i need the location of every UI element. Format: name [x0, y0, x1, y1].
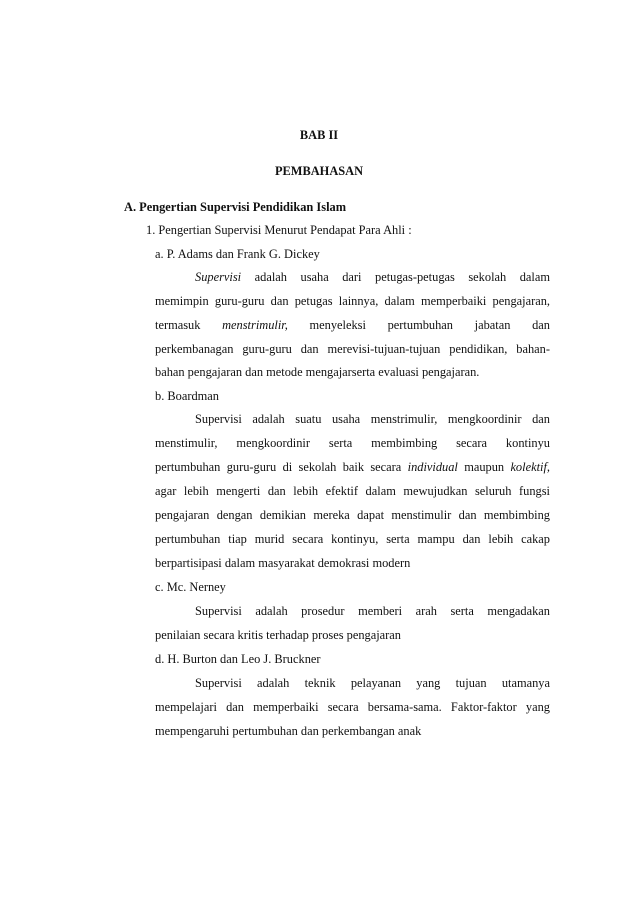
- paragraph-line: Supervisi adalah teknik pelayanan yang tujuan utamanya: [195, 676, 550, 690]
- item-c-heading: c. Mc. Nerney: [155, 580, 226, 594]
- paragraph-line: perkembanagan guru-guru dan merevisi-tujuan-tujuan pendidikan, bahan-: [155, 342, 550, 356]
- subsection-1-heading: 1. Pengertian Supervisi Menurut Pendapat Para Ahli :: [146, 223, 412, 237]
- paragraph-line: berpartisipasi dalam masyarakat demokrasi modern: [155, 556, 411, 570]
- section-a-heading: A. Pengertian Supervisi Pendidikan Islam: [124, 200, 347, 214]
- paragraph-line: Supervisi adalah prosedur memberi arah serta mengadakan: [195, 604, 550, 618]
- paragraph-line: menstimulir, mengkoordinir serta membimbing secara kontinyu: [155, 436, 550, 450]
- item-d-heading: d. H. Burton dan Leo J. Bruckner: [155, 652, 321, 666]
- paragraph-line: bahan pengajaran dan metode mengajarserta evaluasi pengajaran.: [155, 365, 480, 379]
- paragraph-line: agar lebih mengerti dan lebih efektif dalam mewujudkan seluruh fungsi: [155, 484, 550, 498]
- paragraph-line: pengajaran dengan demikian mereka dapat menstimulir dan membimbing: [155, 508, 550, 522]
- paragraph-line: pertumbuhan tiap murid secara kontinyu, serta mampu dan lebih cakap: [155, 532, 550, 546]
- paragraph-line: mempengaruhi pertumbuhan dan perkembangan anak: [155, 724, 422, 738]
- item-a-heading: a. P. Adams dan Frank G. Dickey: [155, 247, 320, 261]
- paragraph-line: memimpin guru-guru dan petugas lainnya, dalam memperbaiki pengajaran,: [155, 294, 550, 308]
- paragraph-line: termasuk menstrimulir, menyeleksi pertumbuhan jabatan dan: [155, 318, 550, 332]
- paragraph-line: penilaian secara kritis terhadap proses pengajaran: [155, 628, 401, 642]
- paragraph-line: Supervisi adalah suatu usaha menstrimulir, mengkoordinir dan: [195, 412, 550, 426]
- page-title: PEMBAHASAN: [274, 164, 364, 178]
- paragraph-line: Supervisi adalah usaha dari petugas-petugas sekolah dalam: [195, 270, 550, 284]
- paragraph-line: pertumbuhan guru-guru di sekolah baik secara individual maupun kolektif,: [155, 460, 550, 474]
- item-b-heading: b. Boardman: [155, 389, 220, 403]
- paragraph-line: mempelajari dan memperbaiki secara bersama-sama. Faktor-faktor yang: [155, 700, 550, 714]
- chapter-heading: BAB II: [299, 128, 339, 142]
